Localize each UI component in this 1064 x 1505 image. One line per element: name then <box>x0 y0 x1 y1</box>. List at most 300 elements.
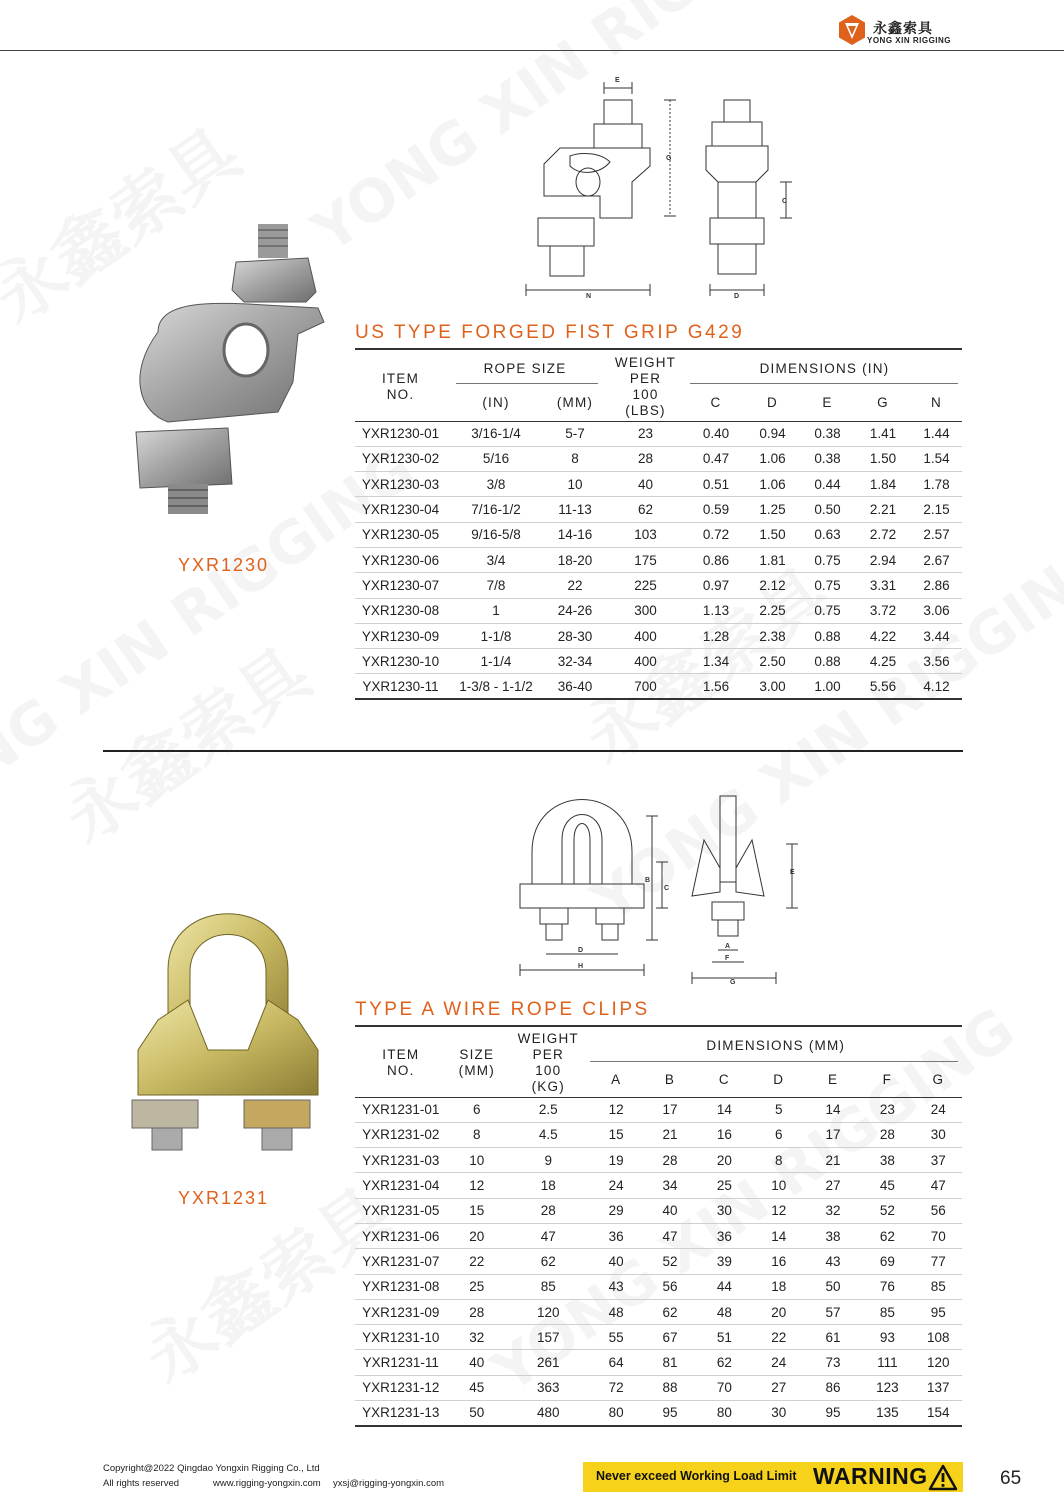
header-weight-line4: (KG) <box>531 1079 565 1094</box>
header-e: E <box>822 395 833 410</box>
item-number-cell: YXR1230-08 <box>355 598 446 623</box>
table-cell: 157 <box>507 1325 590 1350</box>
table-cell: 0.88 <box>800 649 855 674</box>
table-cell: 48 <box>590 1299 643 1324</box>
table-cell: 3/16-1/4 <box>446 421 546 446</box>
table-cell: 37 <box>915 1148 962 1173</box>
table-cell: 43 <box>806 1249 860 1274</box>
header-n: N <box>931 395 942 410</box>
table-cell: 29 <box>590 1198 643 1223</box>
table-cell: 38 <box>806 1223 860 1248</box>
table-row <box>355 1198 962 1223</box>
table-cell: 9/16-5/8 <box>446 522 546 547</box>
table-row <box>355 472 962 497</box>
table-cell: 62 <box>507 1249 590 1274</box>
table-cell: 47 <box>643 1223 697 1248</box>
table-row <box>355 547 962 572</box>
fist-grip-photo <box>128 222 328 522</box>
header-f: F <box>882 1072 893 1087</box>
table-row <box>355 1299 962 1324</box>
item-number-cell: YXR1231-09 <box>355 1299 447 1324</box>
table-cell: 36-40 <box>546 674 604 699</box>
table-cell: 36 <box>697 1223 751 1248</box>
table-cell: 1-1/4 <box>446 649 546 674</box>
table-cell: 43 <box>590 1274 643 1299</box>
table-cell: 52 <box>643 1249 697 1274</box>
item-number-cell: YXR1230-09 <box>355 623 446 648</box>
table-cell: 18 <box>752 1274 806 1299</box>
table-cell: 0.88 <box>800 623 855 648</box>
table-cell: 24 <box>752 1350 806 1375</box>
table-cell: 2.21 <box>855 497 911 522</box>
table-cell: 81 <box>643 1350 697 1375</box>
table-cell: 1.06 <box>745 472 800 497</box>
table-cell: 52 <box>860 1198 914 1223</box>
table-cell: 108 <box>915 1325 962 1350</box>
table-cell: 32 <box>447 1325 507 1350</box>
product-code: YXR1231 <box>178 1188 270 1208</box>
header-weight-line3: 100 <box>632 386 659 402</box>
item-number-cell: YXR1230-04 <box>355 497 446 522</box>
drawing-label-c: C <box>782 198 788 205</box>
table-cell: 10 <box>546 472 604 497</box>
header-weight-line4: (LBS) <box>625 402 666 418</box>
table-cell: 120 <box>507 1299 590 1324</box>
table-cell: 27 <box>806 1173 860 1198</box>
header-c: C <box>710 395 722 410</box>
table-cell: 4.5 <box>507 1122 590 1147</box>
wire-rope-clip-spec-table <box>355 1029 962 1427</box>
header-weight-line1: WEIGHT <box>517 1031 579 1046</box>
header-item-no <box>355 1029 447 1097</box>
table-cell: 14-16 <box>546 522 604 547</box>
table-cell: 16 <box>752 1249 806 1274</box>
table-cell: 2.15 <box>911 497 962 522</box>
table-cell: 480 <box>507 1401 590 1426</box>
drawing-label-h: H <box>578 963 584 970</box>
table-cell: 120 <box>915 1350 962 1375</box>
table-cell: 30 <box>915 1122 962 1147</box>
table-cell: 14 <box>806 1097 860 1122</box>
header-a: A <box>611 1072 622 1087</box>
brand-logo-icon <box>837 14 867 46</box>
table-cell: 0.40 <box>687 421 745 446</box>
table-cell: 1.41 <box>855 421 911 446</box>
header-item-no <box>355 352 446 421</box>
table-row <box>355 1148 962 1173</box>
table-cell: 0.38 <box>800 446 855 471</box>
item-number-cell: YXR1230-10 <box>355 649 446 674</box>
table-cell: 77 <box>915 1249 962 1274</box>
table-cell: 12 <box>752 1198 806 1223</box>
table-cell: 363 <box>507 1375 590 1400</box>
table-cell: 137 <box>915 1375 962 1400</box>
table-cell: 57 <box>806 1299 860 1324</box>
section-title: TYPE A WIRE ROPE CLIPS <box>355 999 650 1020</box>
table-cell: 2.94 <box>855 547 911 572</box>
table-cell: 17 <box>643 1097 697 1122</box>
table-row <box>355 421 962 446</box>
header-item-no-label: NO. <box>386 1063 415 1078</box>
table-cell: 1.54 <box>911 446 962 471</box>
table-cell: 20 <box>697 1148 751 1173</box>
product-code: YXR1230 <box>178 555 270 575</box>
table-cell: 21 <box>806 1148 860 1173</box>
table-cell: 3/4 <box>446 547 546 572</box>
warning-message: Never exceed Working Load Limit <box>596 1469 797 1483</box>
wire-rope-clip-photo <box>128 900 328 1160</box>
table-cell: 1.00 <box>800 674 855 699</box>
table-cell: 0.50 <box>800 497 855 522</box>
table-cell: 15 <box>447 1198 507 1223</box>
table-cell: 14 <box>697 1097 751 1122</box>
table-cell: 0.38 <box>800 421 855 446</box>
item-number-cell: YXR1231-02 <box>355 1122 447 1147</box>
website-link[interactable]: www.rigging-yongxin.com <box>213 1478 321 1489</box>
brand-name-cn: 永鑫索具 <box>873 21 933 37</box>
item-number-cell: YXR1230-03 <box>355 472 446 497</box>
table-cell: 23 <box>860 1097 914 1122</box>
table-cell: 69 <box>860 1249 914 1274</box>
header-size-line1: SIZE <box>459 1047 495 1062</box>
table-row <box>355 1122 962 1147</box>
fist-grip-spec-table <box>355 352 962 700</box>
table-cell: 45 <box>860 1173 914 1198</box>
table-cell: 22 <box>546 573 604 598</box>
table-cell: 12 <box>447 1173 507 1198</box>
table-cell: 70 <box>915 1223 962 1248</box>
header-d: D <box>773 1072 785 1087</box>
table-cell: 1.44 <box>911 421 962 446</box>
item-number-cell: YXR1230-02 <box>355 446 446 471</box>
table-cell: 23 <box>604 421 687 446</box>
table-cell: 14 <box>752 1223 806 1248</box>
table-cell: 24-26 <box>546 598 604 623</box>
table-row <box>355 649 962 674</box>
table-cell: 85 <box>507 1274 590 1299</box>
table-cell: 62 <box>697 1350 751 1375</box>
table-cell: 1 <box>446 598 546 623</box>
table-top-rule <box>355 348 962 350</box>
table-cell: 80 <box>697 1401 751 1426</box>
table-cell: 24 <box>915 1097 962 1122</box>
table-cell: 3.06 <box>911 598 962 623</box>
table-cell: 2.25 <box>745 598 800 623</box>
drawing-label-e: E <box>790 869 795 876</box>
table-cell: 80 <box>590 1401 643 1426</box>
table-cell: 1.81 <box>745 547 800 572</box>
header-weight <box>604 352 687 421</box>
header-b: B <box>664 1072 676 1087</box>
table-cell: 62 <box>860 1223 914 1248</box>
item-number-cell: YXR1231-10 <box>355 1325 447 1350</box>
header-weight <box>507 1029 590 1097</box>
table-row <box>355 1401 962 1426</box>
table-row <box>355 1274 962 1299</box>
table-cell: 8 <box>447 1122 507 1147</box>
table-cell: 2.57 <box>911 522 962 547</box>
table-cell: 10 <box>752 1173 806 1198</box>
header-dimensions: DIMENSIONS (MM) <box>706 1038 846 1053</box>
table-cell: 95 <box>643 1401 697 1426</box>
table-cell: 64 <box>590 1350 643 1375</box>
table-cell: 135 <box>860 1401 914 1426</box>
table-cell: 27 <box>752 1375 806 1400</box>
section-divider <box>103 750 963 752</box>
table-cell: 2.72 <box>855 522 911 547</box>
item-number-cell: YXR1231-11 <box>355 1350 447 1375</box>
header-size <box>447 1029 507 1097</box>
table-cell: 5/16 <box>446 446 546 471</box>
table-cell: 25 <box>697 1173 751 1198</box>
header-d: D <box>767 395 778 410</box>
table-cell: 0.47 <box>687 446 745 471</box>
table-cell: 1.56 <box>687 674 745 699</box>
table-cell: 28 <box>643 1148 697 1173</box>
table-cell: 8 <box>546 446 604 471</box>
table-row <box>355 1097 962 1122</box>
table-cell: 0.59 <box>687 497 745 522</box>
header-in: (IN) <box>482 395 510 410</box>
watermark-text-cn <box>40 619 327 862</box>
header-c: C <box>718 1072 730 1087</box>
table-cell: 5 <box>752 1097 806 1122</box>
table-cell: 2.38 <box>745 623 800 648</box>
table-cell: 1-3/8 - 1-1/2 <box>446 674 546 699</box>
table-cell: 1.84 <box>855 472 911 497</box>
table-cell: 50 <box>806 1274 860 1299</box>
table-cell: 40 <box>447 1350 507 1375</box>
table-row <box>355 674 962 699</box>
table-cell: 3.56 <box>911 649 962 674</box>
warning-label: WARNING <box>813 1463 928 1489</box>
table-cell: 76 <box>860 1274 914 1299</box>
table-cell: 56 <box>643 1274 697 1299</box>
table-cell: 44 <box>697 1274 751 1299</box>
table-row <box>355 497 962 522</box>
table-cell: 3.00 <box>745 674 800 699</box>
table-cell: 28 <box>447 1299 507 1324</box>
table-cell: 85 <box>915 1274 962 1299</box>
table-row <box>355 598 962 623</box>
item-number-cell: YXR1230-05 <box>355 522 446 547</box>
email-link[interactable]: yxsj@rigging-yongxin.com <box>333 1478 445 1489</box>
table-cell: 261 <box>507 1350 590 1375</box>
fist-grip-drawing <box>520 70 810 300</box>
header-g: G <box>877 395 889 410</box>
table-cell: 22 <box>752 1325 806 1350</box>
table-cell: 2.86 <box>911 573 962 598</box>
table-row <box>355 1173 962 1198</box>
table-cell: 1.78 <box>911 472 962 497</box>
table-row <box>355 1375 962 1400</box>
table-cell: 62 <box>604 497 687 522</box>
table-cell: 40 <box>604 472 687 497</box>
drawing-label-d: D <box>578 947 584 954</box>
table-cell: 400 <box>604 649 687 674</box>
table-cell: 47 <box>507 1223 590 1248</box>
table-cell: 3/8 <box>446 472 546 497</box>
table-cell: 48 <box>697 1299 751 1324</box>
table-cell: 1.50 <box>745 522 800 547</box>
table-cell: 86 <box>806 1375 860 1400</box>
header-dimensions: DIMENSIONS (IN) <box>759 360 890 376</box>
table-cell: 88 <box>643 1375 697 1400</box>
table-cell: 15 <box>590 1122 643 1147</box>
table-cell: 6 <box>752 1122 806 1147</box>
table-cell: 2.67 <box>911 547 962 572</box>
header-mm: (MM) <box>556 395 594 410</box>
table-cell: 28-30 <box>546 623 604 648</box>
table-cell: 111 <box>860 1350 914 1375</box>
table-cell: 30 <box>697 1198 751 1223</box>
table-cell: 11-13 <box>546 497 604 522</box>
item-number-cell: YXR1230-01 <box>355 421 446 446</box>
table-cell: 3.72 <box>855 598 911 623</box>
table-cell: 0.44 <box>800 472 855 497</box>
table-cell: 103 <box>604 522 687 547</box>
table-cell: 154 <box>915 1401 962 1426</box>
section-title: US TYPE FORGED FIST GRIP G429 <box>355 322 745 343</box>
header-weight-line2: PER <box>532 1047 564 1062</box>
drawing-label-c: C <box>664 885 670 892</box>
table-cell: 32 <box>806 1198 860 1223</box>
item-number-cell: YXR1230-07 <box>355 573 446 598</box>
table-cell: 1.34 <box>687 649 745 674</box>
table-cell: 1.50 <box>855 446 911 471</box>
table-cell: 18-20 <box>546 547 604 572</box>
table-cell: 225 <box>604 573 687 598</box>
header-e: E <box>827 1072 839 1087</box>
item-number-cell: YXR1231-12 <box>355 1375 447 1400</box>
rights-text: All rights reserved <box>103 1478 180 1489</box>
table-cell: 85 <box>860 1299 914 1324</box>
table-row <box>355 1350 962 1375</box>
table-cell: 51 <box>697 1325 751 1350</box>
header-g: G <box>932 1072 945 1087</box>
table-cell: 6 <box>447 1097 507 1122</box>
table-cell: 4.22 <box>855 623 911 648</box>
table-cell: 3.31 <box>855 573 911 598</box>
table-cell: 0.75 <box>800 598 855 623</box>
table-cell: 30 <box>752 1401 806 1426</box>
header-weight-line1: WEIGHT <box>614 354 677 370</box>
table-cell: 1.28 <box>687 623 745 648</box>
header-divider <box>0 50 1064 51</box>
table-top-rule <box>355 1025 962 1027</box>
table-cell: 4.25 <box>855 649 911 674</box>
table-cell: 39 <box>697 1249 751 1274</box>
table-cell: 4.12 <box>911 674 962 699</box>
drawing-label-g: G <box>666 155 672 162</box>
table-cell: 16 <box>697 1122 751 1147</box>
header-weight-line2: PER <box>629 370 662 386</box>
table-cell: 20 <box>447 1223 507 1248</box>
item-number-cell: YXR1231-05 <box>355 1198 447 1223</box>
item-number-cell: YXR1231-13 <box>355 1401 447 1426</box>
drawing-label-n: N <box>586 293 592 300</box>
copyright-text: Copyright@2022 Qingdao Yongxin Rigging Co., Ltd <box>103 1463 320 1474</box>
table-cell: 28 <box>507 1198 590 1223</box>
table-cell: 1-1/8 <box>446 623 546 648</box>
brand-name-en: YONG XIN RIGGING <box>867 36 952 45</box>
header-weight-line3: 100 <box>535 1063 562 1078</box>
drawing-label-f: F <box>725 955 730 962</box>
table-cell: 0.63 <box>800 522 855 547</box>
table-cell: 10 <box>447 1148 507 1173</box>
table-cell: 2.5 <box>507 1097 590 1122</box>
table-cell: 175 <box>604 547 687 572</box>
table-cell: 8 <box>752 1148 806 1173</box>
table-cell: 0.72 <box>687 522 745 547</box>
table-cell: 21 <box>643 1122 697 1147</box>
table-cell: 38 <box>860 1148 914 1173</box>
table-cell: 95 <box>915 1299 962 1324</box>
item-number-cell: YXR1231-06 <box>355 1223 447 1248</box>
drawing-label-d: D <box>734 293 740 300</box>
item-number-cell: YXR1231-08 <box>355 1274 447 1299</box>
table-cell: 9 <box>507 1148 590 1173</box>
item-number-cell: YXR1231-04 <box>355 1173 447 1198</box>
table-cell: 62 <box>643 1299 697 1324</box>
table-cell: 400 <box>604 623 687 648</box>
header-item: ITEM <box>382 1047 420 1062</box>
drawing-label-g: G <box>730 979 736 986</box>
table-cell: 1.13 <box>687 598 745 623</box>
warning-triangle-icon <box>928 1464 958 1491</box>
header-item-no-label: NO. <box>386 386 415 402</box>
table-cell: 123 <box>860 1375 914 1400</box>
page-number: 65 <box>1000 1468 1022 1489</box>
item-number-cell: YXR1230-11 <box>355 674 446 699</box>
table-cell: 2.50 <box>745 649 800 674</box>
table-cell: 61 <box>806 1325 860 1350</box>
table-cell: 70 <box>697 1375 751 1400</box>
table-cell: 55 <box>590 1325 643 1350</box>
table-cell: 40 <box>590 1249 643 1274</box>
table-cell: 22 <box>447 1249 507 1274</box>
table-cell: 20 <box>752 1299 806 1324</box>
table-cell: 25 <box>447 1274 507 1299</box>
table-row <box>355 446 962 471</box>
table-cell: 7/16-1/2 <box>446 497 546 522</box>
table-row <box>355 1223 962 1248</box>
table-cell: 34 <box>643 1173 697 1198</box>
table-cell: 36 <box>590 1223 643 1248</box>
table-cell: 0.75 <box>800 547 855 572</box>
item-number-cell: YXR1231-07 <box>355 1249 447 1274</box>
table-row <box>355 522 962 547</box>
drawing-label-a: A <box>725 943 731 950</box>
table-row <box>355 1249 962 1274</box>
table-cell: 3.44 <box>911 623 962 648</box>
table-cell: 0.94 <box>745 421 800 446</box>
table-cell: 12 <box>590 1097 643 1122</box>
table-cell: 300 <box>604 598 687 623</box>
drawing-label-b: B <box>645 877 651 884</box>
table-cell: 0.97 <box>687 573 745 598</box>
table-cell: 700 <box>604 674 687 699</box>
table-cell: 18 <box>507 1173 590 1198</box>
table-cell: 0.86 <box>687 547 745 572</box>
table-cell: 2.12 <box>745 573 800 598</box>
item-number-cell: YXR1231-01 <box>355 1097 447 1122</box>
table-cell: 7/8 <box>446 573 546 598</box>
table-cell: 28 <box>604 446 687 471</box>
item-number-cell: YXR1230-06 <box>355 547 446 572</box>
table-cell: 5-7 <box>546 421 604 446</box>
table-cell: 40 <box>643 1198 697 1223</box>
